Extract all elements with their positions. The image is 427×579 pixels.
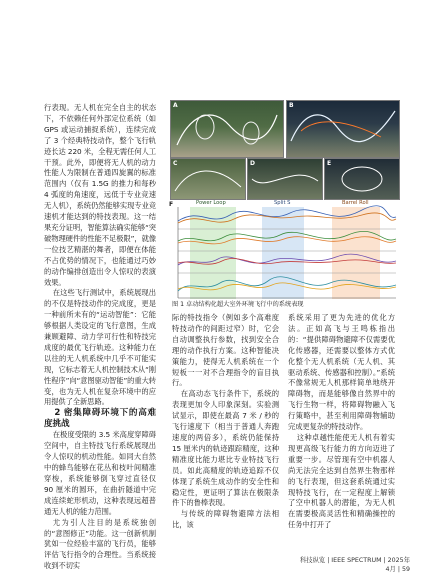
panel-label: E: [327, 160, 332, 167]
paragraph: 在这些飞行测试中，系统展现出的不仅是特技动作的完成度，更是一种前所未有的“运动智能”：它能够根据人类设定的飞行意图，生成兼顾避障、动力学可行性和特技完成度的最优飞行轨迹。这种能力在以往的无人机系统中几乎不可能实现，它标志着无人机控制技术从“刚性程序”向“意图驱动智能”的重大转变，也为无人机在复杂环境中的应用提供了全新思路。: [44, 288, 156, 407]
maneuver-label: Split S: [274, 200, 291, 206]
paragraph: 行表现。无人机在完全自主的状态下，不依赖任何外部定位系统（如 GPS 或运动捕捉系统），连续完成了 3 个经典特技动作，整个飞行轨迹长达 220 米，全程无需任何人工干预。此外，即便将无人机的动力性能人为限制在普通四旋翼的标准范围内（仅有 1.5G 的推力和每秒 4 弧度的角速度，远低于专业竞速无人机），系统仍然能够实现专业竞速机才能达到的特技表现。这一结果充分证明，智能算法确实能够“突破物理硬件的性能不足极限”，就像一位技艺精湛的舞者，即便在体能不占优势的情况下，也能通过巧妙的动作编排创造出令人惊叹的表演效果。: [44, 103, 156, 287]
middle-text-column: [172, 313, 279, 531]
figure-caption: 图 1 卓动结构化超大室外环境飞行中的系统表现: [172, 301, 304, 308]
figure-1: [170, 100, 398, 300]
trajectory-plots: [170, 201, 398, 300]
paragraph: 系统采用了更为先进的优化方法。正如高飞与王鸣栋指出的：“提供障碍物避障不仅需要优化传感器，还需要以整体方式优化整个无人机系统（无人机、其驱动系统、传感器和控制）。”系统不像常规无人机那样简单地绕开障碍物，而是能够像自然界中的飞行生物一样，将障碍物融入飞行策略中，甚至利用障碍物辅助完成更复杂的特技动作。: [288, 313, 395, 432]
paragraph: 在高动态飞行条件下，系统的表现更加令人印象深刻。实验测试显示，即使在最高 7 米 / 秒的飞行速度下（相当于普通人奔跑速度的两倍多），系统仍能保持 15 厘米内的轨迹跟踪精度，这种精准度比能力堪比专业特技飞行员。如此高精度的轨迹追踪不仅体现了系统生成动作的安全性和稳定性，更证明了算法在极限条件下的鲁棒表现。: [172, 389, 279, 508]
section-heading: 2 密集障碍环境下的高难度挑战: [44, 408, 156, 430]
page-footer: 科技纵览 | IEEE SPECTRUM | 2025年4月 | 59: [300, 557, 410, 573]
photo-panel-a: [170, 100, 284, 158]
paragraph: 这种卓越性能使无人机有着实现更高级飞行能力的方向迈进了重要一步。尽管现有空中机器人尚无法完全达到自然界生物那样的飞行表现，但这套系统通过实现特技飞行，在一定程度上解锁了空中机器人的潜能，为无人机在需要极高灵活性和精确操控的任务中打开了: [288, 432, 395, 530]
panel-label: F: [169, 201, 174, 208]
paragraph: 在极度受限的 3.5 米高度穿障碍空间中，自主特技飞行系统展现出令人惊叹的机动性能。如同大自然中的蜂鸟能够在花丛和枝叶间精准穿梭，系统能够倒飞穿过直径仅 90 厘米的圆环，在曲折隧道中完成连续蛇形机动，这种表现远超普通无人机的能力范围。: [44, 430, 156, 516]
paragraph: 尤为引人注目的是系统独创的“意图修正”功能。这一创新机制犹如一位经验丰富的飞行员，能够评估飞行指令的合理性。当系统接收到不切实: [44, 517, 156, 571]
photo-panel-b: [286, 100, 400, 158]
panel-label: A: [173, 102, 178, 109]
photo-panel-e: [324, 158, 400, 200]
photo-panel-c: [170, 158, 246, 200]
panel-label: D: [250, 160, 255, 167]
right-text-column: [288, 313, 395, 531]
maneuver-label: Barrel Roll: [342, 200, 369, 206]
left-text-column: [44, 103, 156, 572]
photo-panel-d: [247, 158, 323, 200]
paragraph: 际的特技指令（例如多个高难度特技动作的间距过窄）时，它会自动调整执行参数，找到安全合理的动作执行方案。这种智能决策能力，使得无人机系统在一个短板一一对不合理指令的盲目执行。: [172, 313, 279, 388]
paragraph: 与传统的障碍物避障方法相比，该: [172, 509, 279, 530]
maneuver-label: Power Loop: [196, 200, 226, 206]
plot-panel-f: [170, 201, 398, 300]
panel-label: C: [173, 160, 178, 167]
panel-label: B: [289, 102, 294, 109]
